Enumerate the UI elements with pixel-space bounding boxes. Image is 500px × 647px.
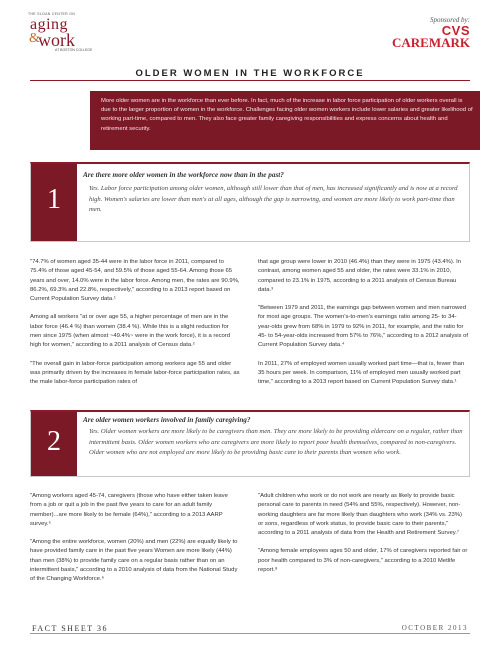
question-1-answer: Yes. Labor force participation among older women, although still lower than that of men, has increased significantly and is now at a record high. Women's salaries are lower than men's at all ages, although the gap is narrowing, and women are more likely to work part-time than men.: [89, 185, 458, 214]
logo-subtitle: AT BOSTON COLLEGE: [55, 48, 93, 52]
question-1-box: [30, 162, 470, 242]
question-1-right-column: [258, 258, 468, 397]
footer-date: OCTOBER 2013: [401, 624, 468, 632]
question-2-left-column: [30, 492, 240, 594]
q1-right-paragraph-3: In 2011, 27% of employed women usually worked part time—that is, fewer than 35 hours per week. In comparison, 11% of employed men usually worked part time," according to a 2013 report based on Current Population Survey data.¹: [258, 360, 465, 386]
title-divider: [30, 80, 470, 81]
q2-right-paragraph-1: "Adult children who work or do not work are nearly as likely to provide basic personal care to parents in need (54% and 55%, respectively). However, non-working daughters are far more likely than daughters who work (34% vs. 23%) or sons, regardless of work status, to provide basic care to their parents," according to a 2011 analysis of data from the Health and Retirement Survey.⁷: [258, 493, 462, 537]
q2-left-paragraph-1: "Among workers aged 45-74, caregivers (those who have either taken leave from a job or quit a job in the past five years to care for an adult family member)...are more likely to be female (64%)," according to a 2013 AARP survey.⁵: [30, 493, 228, 527]
question-2-title: Are older women workers involved in family caregiving?: [83, 416, 251, 424]
question-1-number: 1: [47, 184, 61, 215]
question-2-box: [30, 410, 470, 477]
q2-left-paragraph-2: "Among the entire workforce, women (20%) and men (22%) are equally likely to have provided family care in the past five years Women are more likely (44%) than men (38%) to provide family care on a regular basis rather than on an intermittent basis," according to a 2010 analysis of data from the National Study of the Changing Workforce.⁶: [30, 539, 238, 583]
logo-work-text: work: [38, 30, 75, 50]
logo-ampersand: &: [29, 31, 40, 46]
footer-divider: [30, 633, 470, 634]
page-title: OLDER WOMEN IN THE WORKFORCE: [135, 68, 365, 79]
q1-right-paragraph-2: "Between 1979 and 2011, the earnings gap between women and men narrowed for most age groups. The women's-to-men's earnings ratio among 25- to 34-year-olds grew from 68% in 1979 to 92% in 2011, for example, and the ratio for 45- to 54-year-olds increased from 57% to 76%," according to a 2012 analysis of Current Population Survey data.⁴: [258, 305, 469, 349]
q1-left-paragraph-3: "The overall gain in labor-force participation among workers age 55 and older was primarily driven by the increases in female labor-force participation rates, as the male labor-force participation rates of: [30, 360, 240, 386]
question-1-left-column: [30, 258, 240, 397]
question-2-right-column: [258, 492, 468, 584]
question-1-number-box: [31, 164, 77, 241]
sponsor-label: Sponsored by:: [430, 16, 470, 24]
q1-left-paragraph-1: "74.7% of women aged 35-44 were in the labor force in 2011, compared to 75.4% of those aged 45-54, and 59.5% of those aged 55-64. Among those 65 years and over, 14.0% were in the labor force. Among men, the rates are 90.9%, 86.2%, 69.3% and 22.8%, respectively," according to a 2013 report based on Current Population Survey data.¹: [30, 259, 240, 303]
logo-aging-text: aging: [30, 16, 69, 33]
q2-right-paragraph-2: "Among female employees ages 50 and older, 17% of caregivers reported fair or poor health compared to 3% of non-caregivers," according to a 2010 Metlife report.⁸: [258, 548, 468, 574]
question-1-title: Are there more older women in the workforce now than in the past?: [83, 171, 284, 179]
question-2-answer: Yes. Older women workers are more likely to be caregivers than men. They are more likely to be providing eldercare on a regular, rather than intermittent basis. Older women workers who are caregivers are more likely to report poor health themselves, compared to non-caregivers. Older women who are not employed are more likely to be providing basic care to their parents than women who work.: [89, 428, 463, 457]
sponsor-logo-caremark: CAREMARK: [392, 35, 470, 50]
question-2-number: 2: [47, 426, 61, 457]
intro-text: More older women are in the workforce than ever before. In fact, much of the increase in labor force participation of older workers overall is due to the larger proportion of women in the workforce. Challenges facing older women workers include lower salaries and greater likelihood of working part-time, compared to men. They also face greater family caregiving responsibilities and express concerns about health and retirement security.: [101, 98, 473, 132]
q1-right-paragraph-1: that age group were lower in 2010 (46.4%) than they were in 1975 (43.4%). In contrast, among women aged 55 and older, the rates were 33.1% in 2010, compared to 23.1% in 1975, according to a 2011 analysis of Census Bureau data.³: [258, 259, 462, 293]
footer-fact-sheet-number: FACT SHEET 36: [32, 624, 108, 633]
q1-left-paragraph-2: Among all workers "at or over age 55, a higher percentage of men are in the labor force (46.4 %) than women (38.4 %). While this is a slight reduction for men since 1975 (when almost ~49.4%~ were in the work force), it is a record high for women," according to a 2011 analysis of Census data.²: [30, 314, 231, 349]
logo-top-line: THE SLOAN CENTER ON: [28, 12, 76, 16]
question-2-number-box: [31, 412, 77, 476]
sponsor-logo-cvs: CVS: [441, 23, 470, 38]
